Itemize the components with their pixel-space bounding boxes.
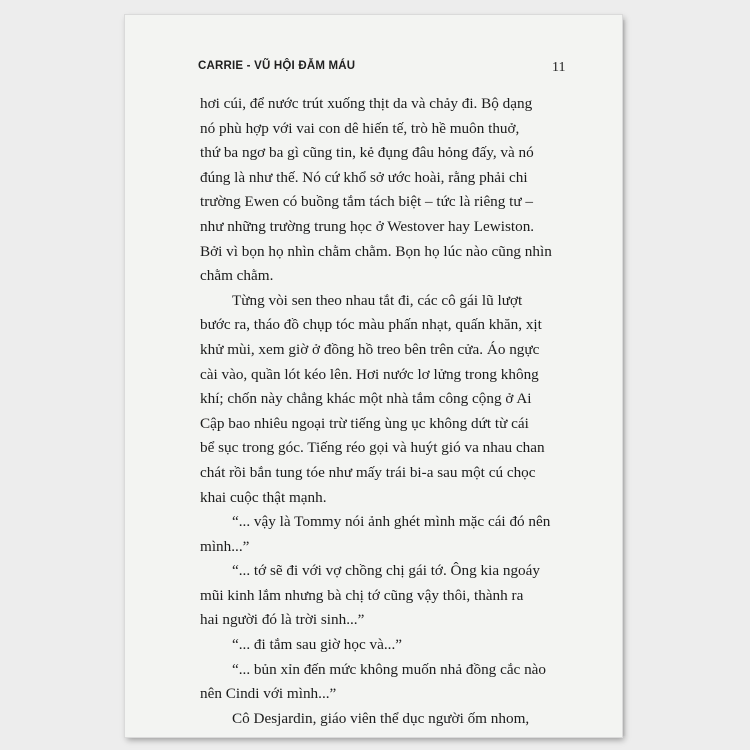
text-line: nó phù hợp với vai con dê hiến tế, trò hề muôn thuở, xyxy=(200,119,520,137)
text-line: Cô Desjardin, giáo viên thể dục người ốm nhom, xyxy=(232,709,530,727)
text-line: khử mùi, xem giờ ở đồng hồ treo bên trên cửa. Áo ngực xyxy=(200,340,540,358)
text-line: mũi kinh lắm nhưng bà chị tớ cũng vậy thôi, thành ra xyxy=(200,586,524,604)
text-line: mình...” xyxy=(200,537,250,555)
text-line: trường Ewen có buồng tắm tách biệt – tức là riêng tư – xyxy=(200,193,534,211)
text-line: Cập bao nhiêu ngoại trừ tiếng ùng ục không dứt từ cái xyxy=(200,414,529,432)
text-line: như những trường trung học ở Westover hay Lewiston. xyxy=(200,217,535,235)
text-line: nên Cindi với mình...” xyxy=(200,685,337,703)
text-line: “... bủn xỉn đến mức không muốn nhả đồng cắc nào xyxy=(232,660,547,678)
text-line: “... đi tắm sau giờ học và...” xyxy=(232,636,402,654)
text-line: “... vậy là Tommy nói ảnh ghét mình mặc cái đó nên xyxy=(232,513,551,531)
text-line: hai người đó là trời sinh...” xyxy=(200,611,365,629)
text-line: Bởi vì bọn họ nhìn chằm chằm. Bọn họ lúc nào cũng nhìn xyxy=(200,242,552,260)
body-text xyxy=(200,92,576,731)
text-line: chát rồi bắn tung tóe như mấy trái bi-a sau một cú chọc xyxy=(200,463,536,481)
text-line: thứ ba ngơ ba gì cũng tin, kẻ đụng đâu hỏng đấy, và nó xyxy=(200,144,534,162)
text-line: chằm chằm. xyxy=(200,267,274,285)
text-line: “... tớ sẽ đi với vợ chồng chị gái tớ. Ông kia ngoáy xyxy=(232,562,540,580)
text-line: bể sục trong góc. Tiếng réo gọi và huýt gió va nhau chan xyxy=(200,439,545,457)
text-line: bước ra, tháo đồ chụp tóc màu phấn nhạt, quấn khăn, xịt xyxy=(200,316,542,334)
text-line: đúng là như thế. Nó cứ khổ sở ước hoài, rằng phải chi xyxy=(200,168,528,186)
text-line: khí; chốn này chẳng khác một nhà tắm công cộng ở Ai xyxy=(200,390,532,408)
text-line: cài vào, quần lót kéo lên. Hơi nước lơ lửng trong không xyxy=(200,365,539,383)
page-number: 11 xyxy=(552,60,566,75)
running-title: CARRIE - VŨ HỘI ĐẪM MÁU xyxy=(198,60,356,72)
text-line: Từng vòi sen theo nhau tắt đi, các cô gái lũ lượt xyxy=(232,291,523,309)
text-line: hơi cúi, để nước trút xuống thịt da và chảy đi. Bộ dạng xyxy=(200,95,533,112)
text-line: khai cuộc thật mạnh. xyxy=(200,488,327,506)
